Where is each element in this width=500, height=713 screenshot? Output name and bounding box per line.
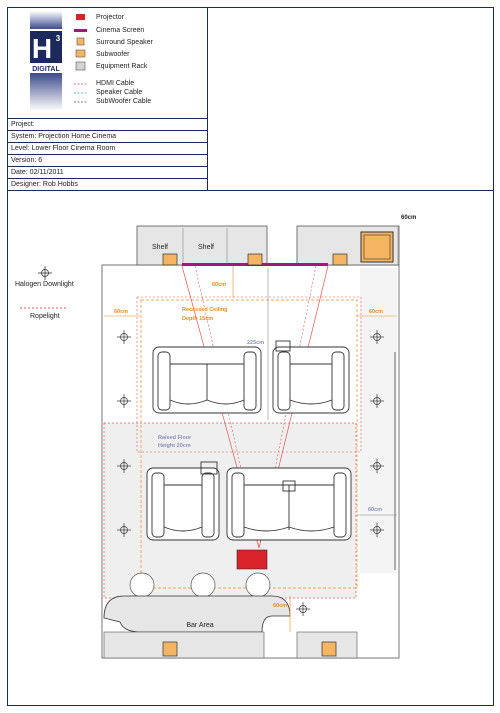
front-left-speaker — [163, 254, 177, 265]
back-row-sofa — [227, 468, 351, 540]
logo-word: DIGITAL — [32, 66, 60, 73]
projector — [237, 550, 267, 569]
date-field: Date: 02/11/2011 — [11, 169, 64, 176]
shelf-label: Shelf — [152, 244, 168, 251]
raised-floor-label: Raised Floor — [158, 435, 192, 441]
dim-throw: 225cm — [247, 340, 265, 346]
front-right-speaker — [333, 254, 347, 265]
legend-label: HDMI Cable — [96, 80, 135, 87]
legend-label: Projector — [96, 14, 125, 21]
bar-stools — [130, 573, 270, 597]
front-row-sofa — [153, 347, 261, 413]
dim-screen-dist: 60cm — [212, 282, 227, 288]
dim-right-gap-2: 60cm — [368, 507, 383, 513]
raised-height-label: Height 20cm — [158, 443, 191, 449]
designer-field: Designer: Rob Hobbs — [11, 181, 78, 188]
ceiling-label: Recessed Ceiling — [182, 307, 228, 313]
logo-mark: H — [31, 33, 53, 64]
ropelight-label: Ropelight — [30, 313, 60, 320]
legend-label: Surround Speaker — [96, 39, 153, 46]
shelf-label: Shelf — [198, 244, 214, 251]
rack-depth-label: 60cm — [401, 215, 417, 221]
dim-left-gap: 60cm — [114, 309, 129, 315]
ceiling-depth-label: Depth 15cm — [182, 316, 214, 322]
project-field: Project: — [11, 121, 35, 128]
legend-label: SubWoofer Cable — [96, 98, 152, 105]
logo-sup: 3 — [55, 34, 61, 43]
centre-speaker — [248, 254, 262, 265]
downlight-label: Halogen Downlight — [15, 281, 74, 288]
dim-right-gap: 60cm — [369, 309, 384, 315]
version-field: Version: 6 — [11, 157, 43, 164]
equipment-rack — [361, 232, 393, 262]
legend-label: Equipment Rack — [96, 63, 148, 70]
legend-label: Speaker Cable — [96, 89, 143, 96]
front-single-seat — [273, 341, 349, 413]
system-field: System: Projection Home Cinema — [11, 133, 117, 140]
back-row-left-seat — [147, 462, 219, 540]
bar-area-label: Bar Area — [186, 622, 214, 629]
rear-left-speaker — [163, 642, 177, 656]
dim-bar-gap: 60cm — [273, 603, 288, 609]
rear-right-speaker — [322, 642, 336, 656]
legend-label: Subwoofer — [96, 51, 130, 58]
legend-label: Cinema Screen — [96, 27, 145, 34]
level-field: Level: Lower Floor Cinema Room — [11, 145, 116, 152]
